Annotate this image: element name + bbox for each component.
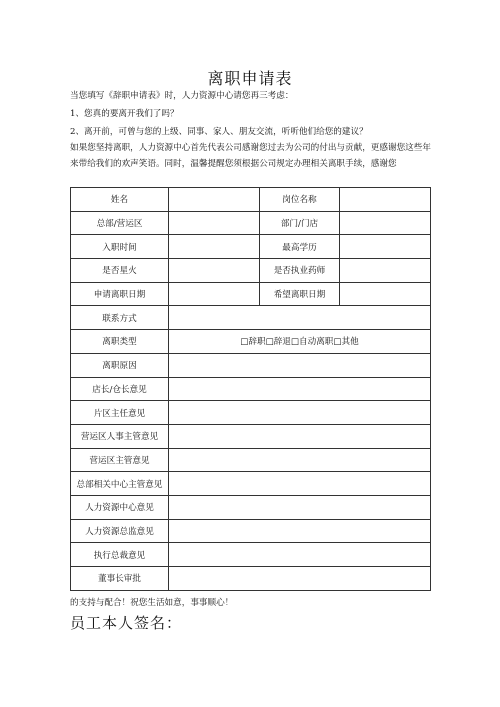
field-label: 申请离职日期 <box>71 282 169 306</box>
intro-question-1: 1、您真的要离开我们了吗？ <box>70 109 179 119</box>
closing-text: 的支持与配合！祝您生活如意，事事顺心！ <box>70 598 234 608</box>
signature-label: 员工本人签名： <box>70 614 183 632</box>
field-label: 店长/仓长意见 <box>71 377 169 401</box>
field-label: 人力资源总监意见 <box>71 519 169 543</box>
field-label: 人力资源中心意见 <box>71 495 169 519</box>
intro-paragraph-line: 来带给我们的欢声笑语。同时，温馨提醒您须根据公司规定办理相关离职手续，感谢您 <box>70 159 397 169</box>
table-row <box>71 377 431 401</box>
resign-type-options[interactable]: □辞职□辞退□自动离职□其他 <box>169 330 431 354</box>
field-label: 离职类型 <box>71 330 169 354</box>
table-row <box>71 353 431 377</box>
opinion-field[interactable] <box>169 401 431 425</box>
table-row <box>71 519 431 543</box>
field-label: 片区主任意见 <box>71 401 169 425</box>
table-row <box>71 472 431 496</box>
hire-date-field[interactable] <box>169 235 260 259</box>
intro-paragraph-line: 如果您坚持离职，人力资源中心首先代表公司感谢您过去为公司的付出与贡献，更感谢您这些年 <box>70 143 431 153</box>
table-row <box>71 330 431 354</box>
field-label: 总部/营运区 <box>71 211 169 235</box>
contact-field[interactable] <box>169 306 431 330</box>
table-row <box>71 235 431 259</box>
expected-date-field[interactable] <box>340 282 431 306</box>
resignation-form-table <box>70 187 431 591</box>
opinion-field[interactable] <box>169 424 431 448</box>
form-title: 离职申请表 <box>207 69 293 88</box>
opinion-field[interactable] <box>169 495 431 519</box>
table-row <box>71 259 431 283</box>
table-row <box>71 282 431 306</box>
intro-question-2: 2、离开前，可曾与您的上级、同事、家人、朋友交流，听听他们给您的建议？ <box>70 127 368 137</box>
region-field[interactable] <box>169 211 260 235</box>
opinion-field[interactable] <box>169 377 431 401</box>
field-label: 营运区主管意见 <box>71 448 169 472</box>
field-label: 总部相关中心主管意见 <box>71 472 169 496</box>
department-field[interactable] <box>340 211 431 235</box>
opinion-field[interactable] <box>169 543 431 567</box>
field-label: 执行总裁意见 <box>71 543 169 567</box>
table-row <box>71 495 431 519</box>
field-label: 联系方式 <box>71 306 169 330</box>
pharmacist-field[interactable] <box>340 259 431 283</box>
field-label: 岗位名称 <box>260 188 340 212</box>
table-row <box>71 188 431 212</box>
field-label: 姓名 <box>71 188 169 212</box>
reason-field[interactable] <box>169 353 431 377</box>
spark-field[interactable] <box>169 259 260 283</box>
table-row <box>71 543 431 567</box>
table-row <box>71 567 431 591</box>
field-label: 是否执业药师 <box>260 259 340 283</box>
approval-field[interactable] <box>169 567 431 591</box>
field-label: 入职时间 <box>71 235 169 259</box>
field-label: 最高学历 <box>260 235 340 259</box>
table-row <box>71 306 431 330</box>
opinion-field[interactable] <box>169 519 431 543</box>
name-field[interactable] <box>169 188 260 212</box>
field-label: 希望离职日期 <box>260 282 340 306</box>
field-label: 营运区人事主管意见 <box>71 424 169 448</box>
table-row <box>71 424 431 448</box>
field-label: 部门/门店 <box>260 211 340 235</box>
field-label: 离职原因 <box>71 353 169 377</box>
intro-line: 当您填写《辞职申请表》时，人力资源中心请您再三考虑： <box>70 91 294 101</box>
opinion-field[interactable] <box>169 448 431 472</box>
table-row <box>71 401 431 425</box>
education-field[interactable] <box>340 235 431 259</box>
field-label: 董事长审批 <box>71 567 169 591</box>
table-row <box>71 211 431 235</box>
apply-date-field[interactable] <box>169 282 260 306</box>
field-label: 是否星火 <box>71 259 169 283</box>
position-field[interactable] <box>340 188 431 212</box>
opinion-field[interactable] <box>169 472 431 496</box>
table-row <box>71 448 431 472</box>
